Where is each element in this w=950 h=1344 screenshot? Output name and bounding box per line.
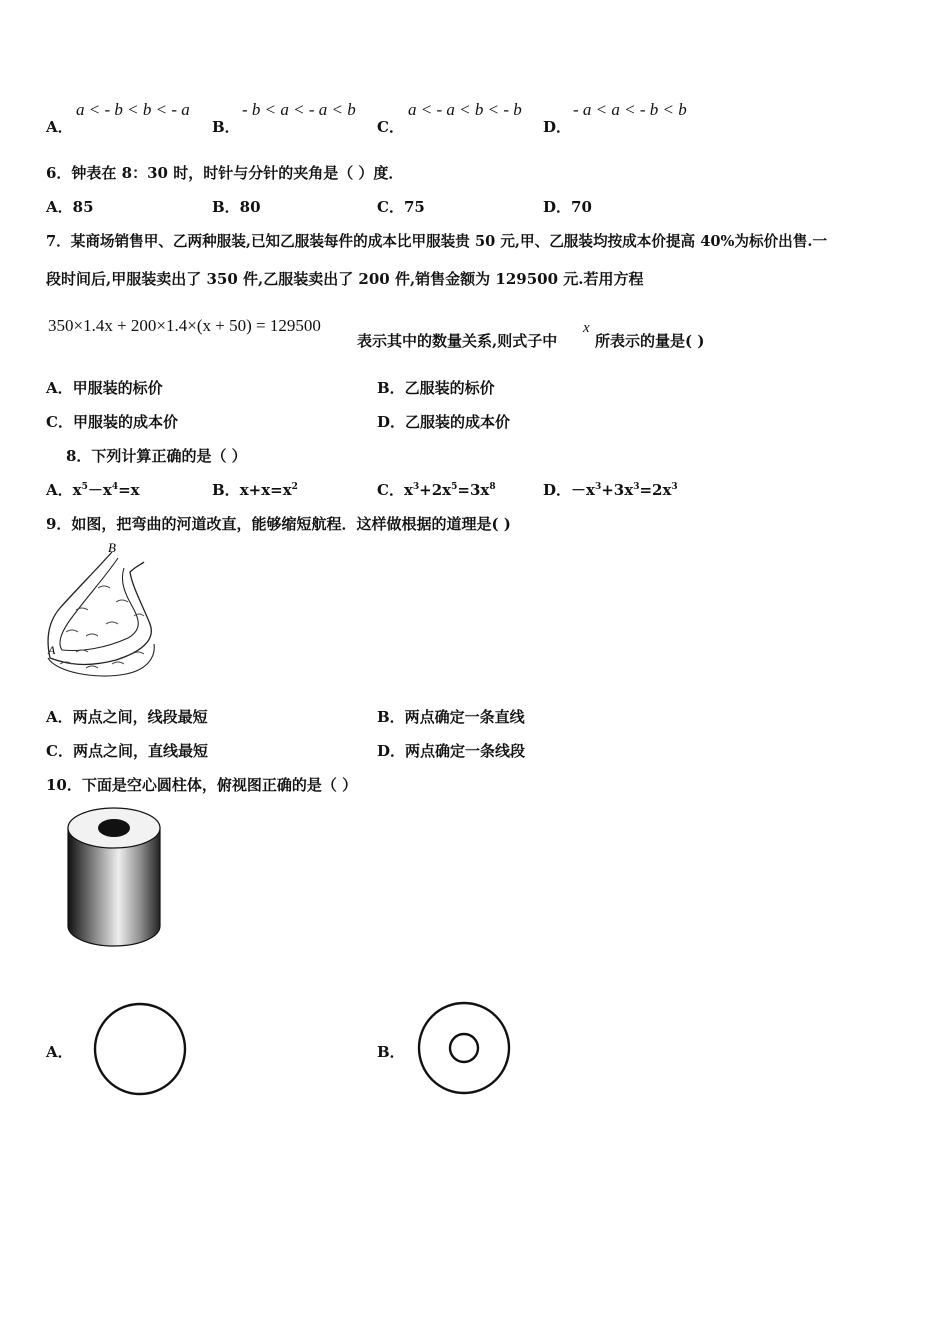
q6-stem: 6．钟表在 8：30 时，时针与分针的夹角是（ ）度． — [46, 164, 404, 182]
q10-option-a: A． — [46, 1043, 73, 1061]
q5-option-a — [46, 116, 73, 137]
q6-option-a: A．85 — [46, 198, 94, 216]
option-letter: C． — [377, 118, 404, 136]
q7-stem-tail: 所表示的量是( ) — [595, 332, 705, 350]
river-point-a: A — [48, 643, 56, 657]
q8-option-b: B．$x+x=x^2$ — [212, 481, 298, 499]
q5-option-c — [377, 116, 404, 137]
q7-option-a: A．甲服装的标价 — [46, 379, 163, 397]
option-letter: B． — [212, 118, 240, 136]
river-lower-bank — [48, 644, 154, 676]
q9-option-a: A．两点之间，线段最短 — [46, 708, 208, 726]
q7-option-d: D．乙服装的成本价 — [377, 413, 511, 431]
q8-option-d: D．$-x^3+3x^3=2x^3$ — [543, 481, 678, 499]
q5-option-b-expr: - b < a < - a < b — [242, 100, 356, 119]
option-letter: D． — [543, 118, 572, 136]
q8-stem: 8．下列计算正确的是（ ） — [66, 447, 247, 465]
q9-option-d: D．两点确定一条线段 — [377, 742, 526, 760]
q7-stem-line2: 段时间后,甲服装卖出了 350 件,乙服装卖出了 200 件,销售金额为 129500 元.若用方程 — [46, 270, 644, 288]
river-figure — [46, 540, 158, 686]
q7-stem-line1: 7．某商场销售甲、乙两种服装,已知乙服装每件的成本比甲服装贵 50 元,甲、乙服装均按成本价提高 40%为标价出售.一 — [46, 233, 828, 250]
q8-option-c: C．$x^3+2x^5=3x^8$ — [377, 481, 496, 499]
q7-option-b: B．乙服装的标价 — [377, 379, 495, 397]
q9-stem: 9．如图，把弯曲的河道改直，能够缩短航程．这样做根据的道理是( ) — [46, 515, 511, 533]
q9-option-b: B．两点确定一条直线 — [377, 708, 525, 726]
q5-option-d-expr: - a < a < - b < b — [573, 100, 687, 119]
cylinder-hole — [98, 819, 130, 837]
q5-option-a-expr: a < - b < b < - a — [76, 100, 190, 119]
q6-option-d: D．70 — [543, 198, 592, 216]
river-inner-bank — [60, 558, 138, 651]
q5-option-b — [212, 116, 240, 137]
river-point-b: B — [108, 540, 116, 555]
option-a-single-circle — [92, 1002, 188, 1096]
q8-option-a: A．$x^5-x^4=x$ — [46, 481, 140, 499]
q9-option-c: C．两点之间，直线最短 — [46, 742, 208, 760]
hollow-cylinder-figure — [64, 804, 164, 948]
q7-equation: 350×1.4x + 200×1.4×(x + 50) = 129500 — [48, 316, 321, 335]
q5-option-c-expr: a < - a < b < - b — [408, 100, 522, 119]
q7-equation-suffix: 表示其中的数量关系,则式子中 — [357, 332, 558, 350]
q5-option-d — [543, 116, 571, 137]
q6-option-b: B．80 — [212, 198, 261, 216]
q7-var: x — [583, 320, 590, 336]
q10-option-b: B． — [377, 1043, 405, 1061]
q6-option-c: C．75 — [377, 198, 425, 216]
q7-option-c: C．甲服装的成本价 — [46, 413, 178, 431]
q10-stem: 10．下面是空心圆柱体，俯视图正确的是（ ） — [46, 776, 358, 794]
option-letter: A． — [46, 118, 73, 136]
option-b-concentric-circles — [416, 1000, 512, 1096]
